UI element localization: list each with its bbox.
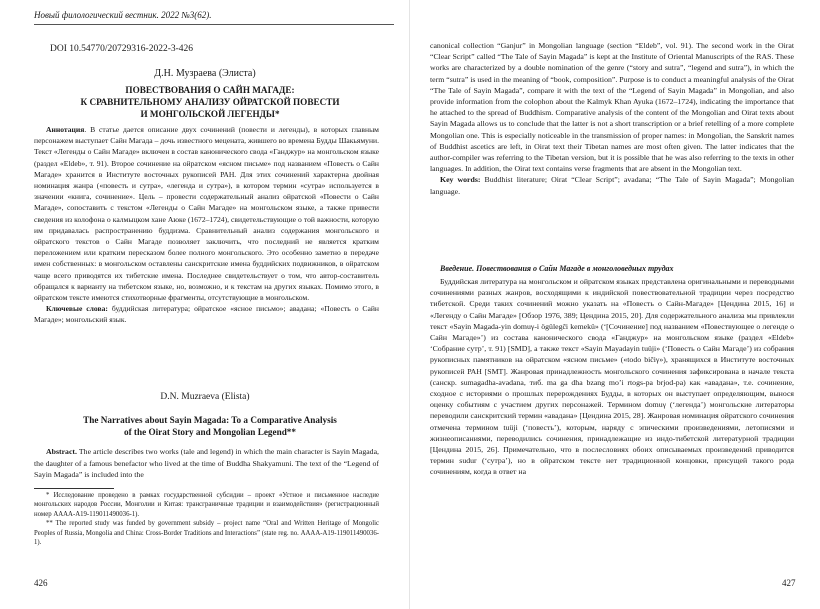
title-en [60,414,360,438]
keywords-en-text: Buddhist literature; Oirat “Clear Script”; avadana; “The Tale of Sayin Magada”; Mongolian language. [430,175,794,196]
keywords-en-label: Key words: [440,175,481,185]
author-en: D.N. Muzraeva (Elista) [160,392,250,402]
right-page [410,0,820,609]
title-en-line-2: of the Oirat Story and Mongolian Legend** [123,427,296,437]
footnote-2: ** The reported study was funded by government subsidy – project name “Oral and Written Heritage of Mongolic Peoples of Russia, Mongolia and China: Cross-Border Traditions and Interactions” (state reg. no. АААА-А19-119011490036-1). [34,520,379,547]
footnotes [34,491,379,547]
abstract-en-label: Abstract. [46,447,77,456]
footnote-1: * Исследование проведено в рамках государственной субсидии – проект «Устное и письменное наследие монгольских народов России, Монголии и Китая: трансграничные традиции и взаимодействия» (регистрационный номер АААА-А19-119011490036-1). [34,492,379,518]
intro-body [430,276,794,478]
title-en-line-1: The Narratives about Sayin Magada: To a Comparative Analysis [83,415,337,425]
header-rule [34,24,394,25]
abstract-en-cont-text: canonical collection “Ganjur” in Mongolian language (section “Eldeb”, vol. 91). The second work in the Oirat “Clear Script” called “The Tale of Sayin Magada” is kept at the Institute of Oriental Manuscripts of the RAS. These works are characterized by a double nomination of the genre (“story and sutra”, “legend and sutra”), in which the term “sutra” is used in the meaning of “book, composition”. Purpose is to conduct a meaningful analysis of the Oirat “The Tale of Sayin Magada”, compare it with the text of the “Legend of Sayin Magada” in Mongolian, and also provide information from the colophon about the Kalmyk Khan Ayuka (1672–1724), indicating the importance that he attached to the spread of Buddhism. Comparative analysis of the content of the Mongolian and Oirat texts about Sayin Magada allows us to conclude that the latter is not a short transcription or a brief retelling of a more complete Mongolian one. This is especially noticeable in the transmission of proper names: in Mongolian, the Sanskrit names of Buddhist ascetics are left, in Oirat text their Tibetan names are most often given. The latter indicates that the author-compiler was referring to the Tibetan version, but it is possible that he was also referring to the texts in other languages. In addition, the Oirat text contains verse fragments that are absent in the Mongolian text. [430,41,794,174]
footnote-rule [34,488,114,489]
keywords-ru-label: Ключевые слова: [46,304,108,314]
page-number-left: 426 [34,578,48,588]
abstract-ru-text: . В статье дается описание двух сочинений (повести и легенды), в которых главным персонажем выступает Сайн Магада – дочь известного мецената, жившего во времена Будды Шакьямуни. Текст «Легенды о Сайн Магаде» включен в состав канонического свода «Ганджур» на монгольском языке (раздел «Eldeb», т. 91). Второе сочинение на ойратском «ясном письме» под названием «Повесть о Сайн Магаде» хранится в Институте восточных рукописей РАН. Для этих сочинений характерна двойная номинация жанра («повесть и сутра», «легенда и сутра»), в котором термин «сутра» используется в значении «книга, сочинение». Цель – провести содержательный анализ ойратской «Повести о Сайн Магаде», сопоставить с текстом «Легенды о Сайн Магаде» на монгольском языке, а также привести сведения из колофона о калмыцком хане Аюке (1672–1724), свидетельствующие о той важности, которую им придавалась распространению буддизма. Сравнительный анализ содержания монгольского и ойратского текстов о Сайн Магаде позволяет заключить, что последний не является кратким переложением или кратким пересказом более полного монгольского. Это особенно заметно в передаче имен собственных: в монгольском оставлены санскритские имена буддийских подвижников, в ойратском чаще всего приводятся их тибетские имена. Последнее свидетельствует о том, что автор-составитель обращался к варианту на тибетском языке, но, возможно, и к текстам на других языках. Помимо этого, в ойратском тексте имеются стихотворные фрагменты, отсутствующие в монгольском. [34,125,379,303]
abstract-en-text: The article describes two works (tale and legend) in which the main character is Sayin Magada, the daughter of a famous benefactor who lived at the time of Buddha Shakyamuni. The text of the “Legend of Sayin Magada” is included into the [34,447,379,479]
title-ru-line-1: ПОВЕСТВОВАНИЯ О САЙН МАГАДЕ: [125,85,295,95]
intro-paragraph-1: Буддийская литература на монгольском и ойратском языках представлена оригинальными и переводными сочинениями разных жанров, восходящими к индийской повествовательной традиции через посредство тибетской. Среди таких сочинений можно указать на «Повесть о Сайн-Магаде» [Цендина 2015, 16] и «Легенду о Сайн Магаде» [Обзор 1976, 389; Цендина 2015, 20]. Для содержательного анализа мы привлекли текст «Sayin Magada-yin domuγ-i ögülegči kemekü» (‘[Сочинение] под названием «Повествующее о легенде о Сайн Магаде»’) из состава канонического свода «Ганджур» на монгольском языке (раздел «Eldeb» ‘Собрание сутр’, т. 91) [SMD], а также текст «Sayin Mayadayin tuüji» (‘Повесть о Сайн Магаде’) из собрания рукописных памятников на ойратском «ясном письме» («todo bičiγ»), хранящихся в Институте восточных рукописей РАН [SMT]. Жанровая принадлежность монгольского сочинения зафиксирована в начале текста (санскр. sumagadha-avadana, тиб. ma ga dha bzang mo’i rtogs-pa brjod-pa) как «авадана», т.е. сочинение, сходное с историями о прошлых перерождениях Будды, в которых он выступает определяющим, вынося оценку событиям с участием других персонажей. Термином domuγ (‘легенда’) монгольские литераторы переводили санскритский термин «авадана» [Цендина 2015, 28]. Жанровая номинация ойратского сочинения отмечена термином tuüji (‘повесть’), которым, наряду с эпическими произведениями, летописями и жизнеописаниями, переводились сочинения, принадлежащие из индо-тибетской литературной традиции [Цендина 2015, 26]. Примечательно, что в послесловиях обоих описываемых произведений приводится термин sudur (‘сутра’), но в ойратском тексте нет традиционной концовки, присущей такого рода сочинениям, когда в ответ на [430,277,794,477]
author-ru: Д.Н. Музраева (Элиста) [154,68,256,79]
journal-header: Новый филологический вестник. 2022 №3(62). [34,10,212,20]
title-ru [50,84,370,120]
abstract-en-continued [430,40,794,197]
page-number-right: 427 [782,578,796,588]
keywords-ru-text: буддийская литература; ойратское «ясное письмо»; авадана; «Повесть о Сайн Магаде»; монгольский язык. [34,304,379,325]
title-ru-line-3: И МОНГОЛЬСКОЙ ЛЕГЕНДЫ* [140,109,280,119]
abstract-ru [34,124,379,326]
abstract-ru-label: Аннотация [46,125,85,134]
abstract-en [34,446,379,481]
intro-heading: Введение. Повествования о Сайн Магаде в монголоведных трудах [440,264,674,273]
doi: DOI 10.54770/20729316-2022-3-426 [50,44,194,54]
title-ru-line-2: К СРАВНИТЕЛЬНОМУ АНАЛИЗУ ОЙРАТСКОЙ ПОВЕСТИ [80,97,340,107]
